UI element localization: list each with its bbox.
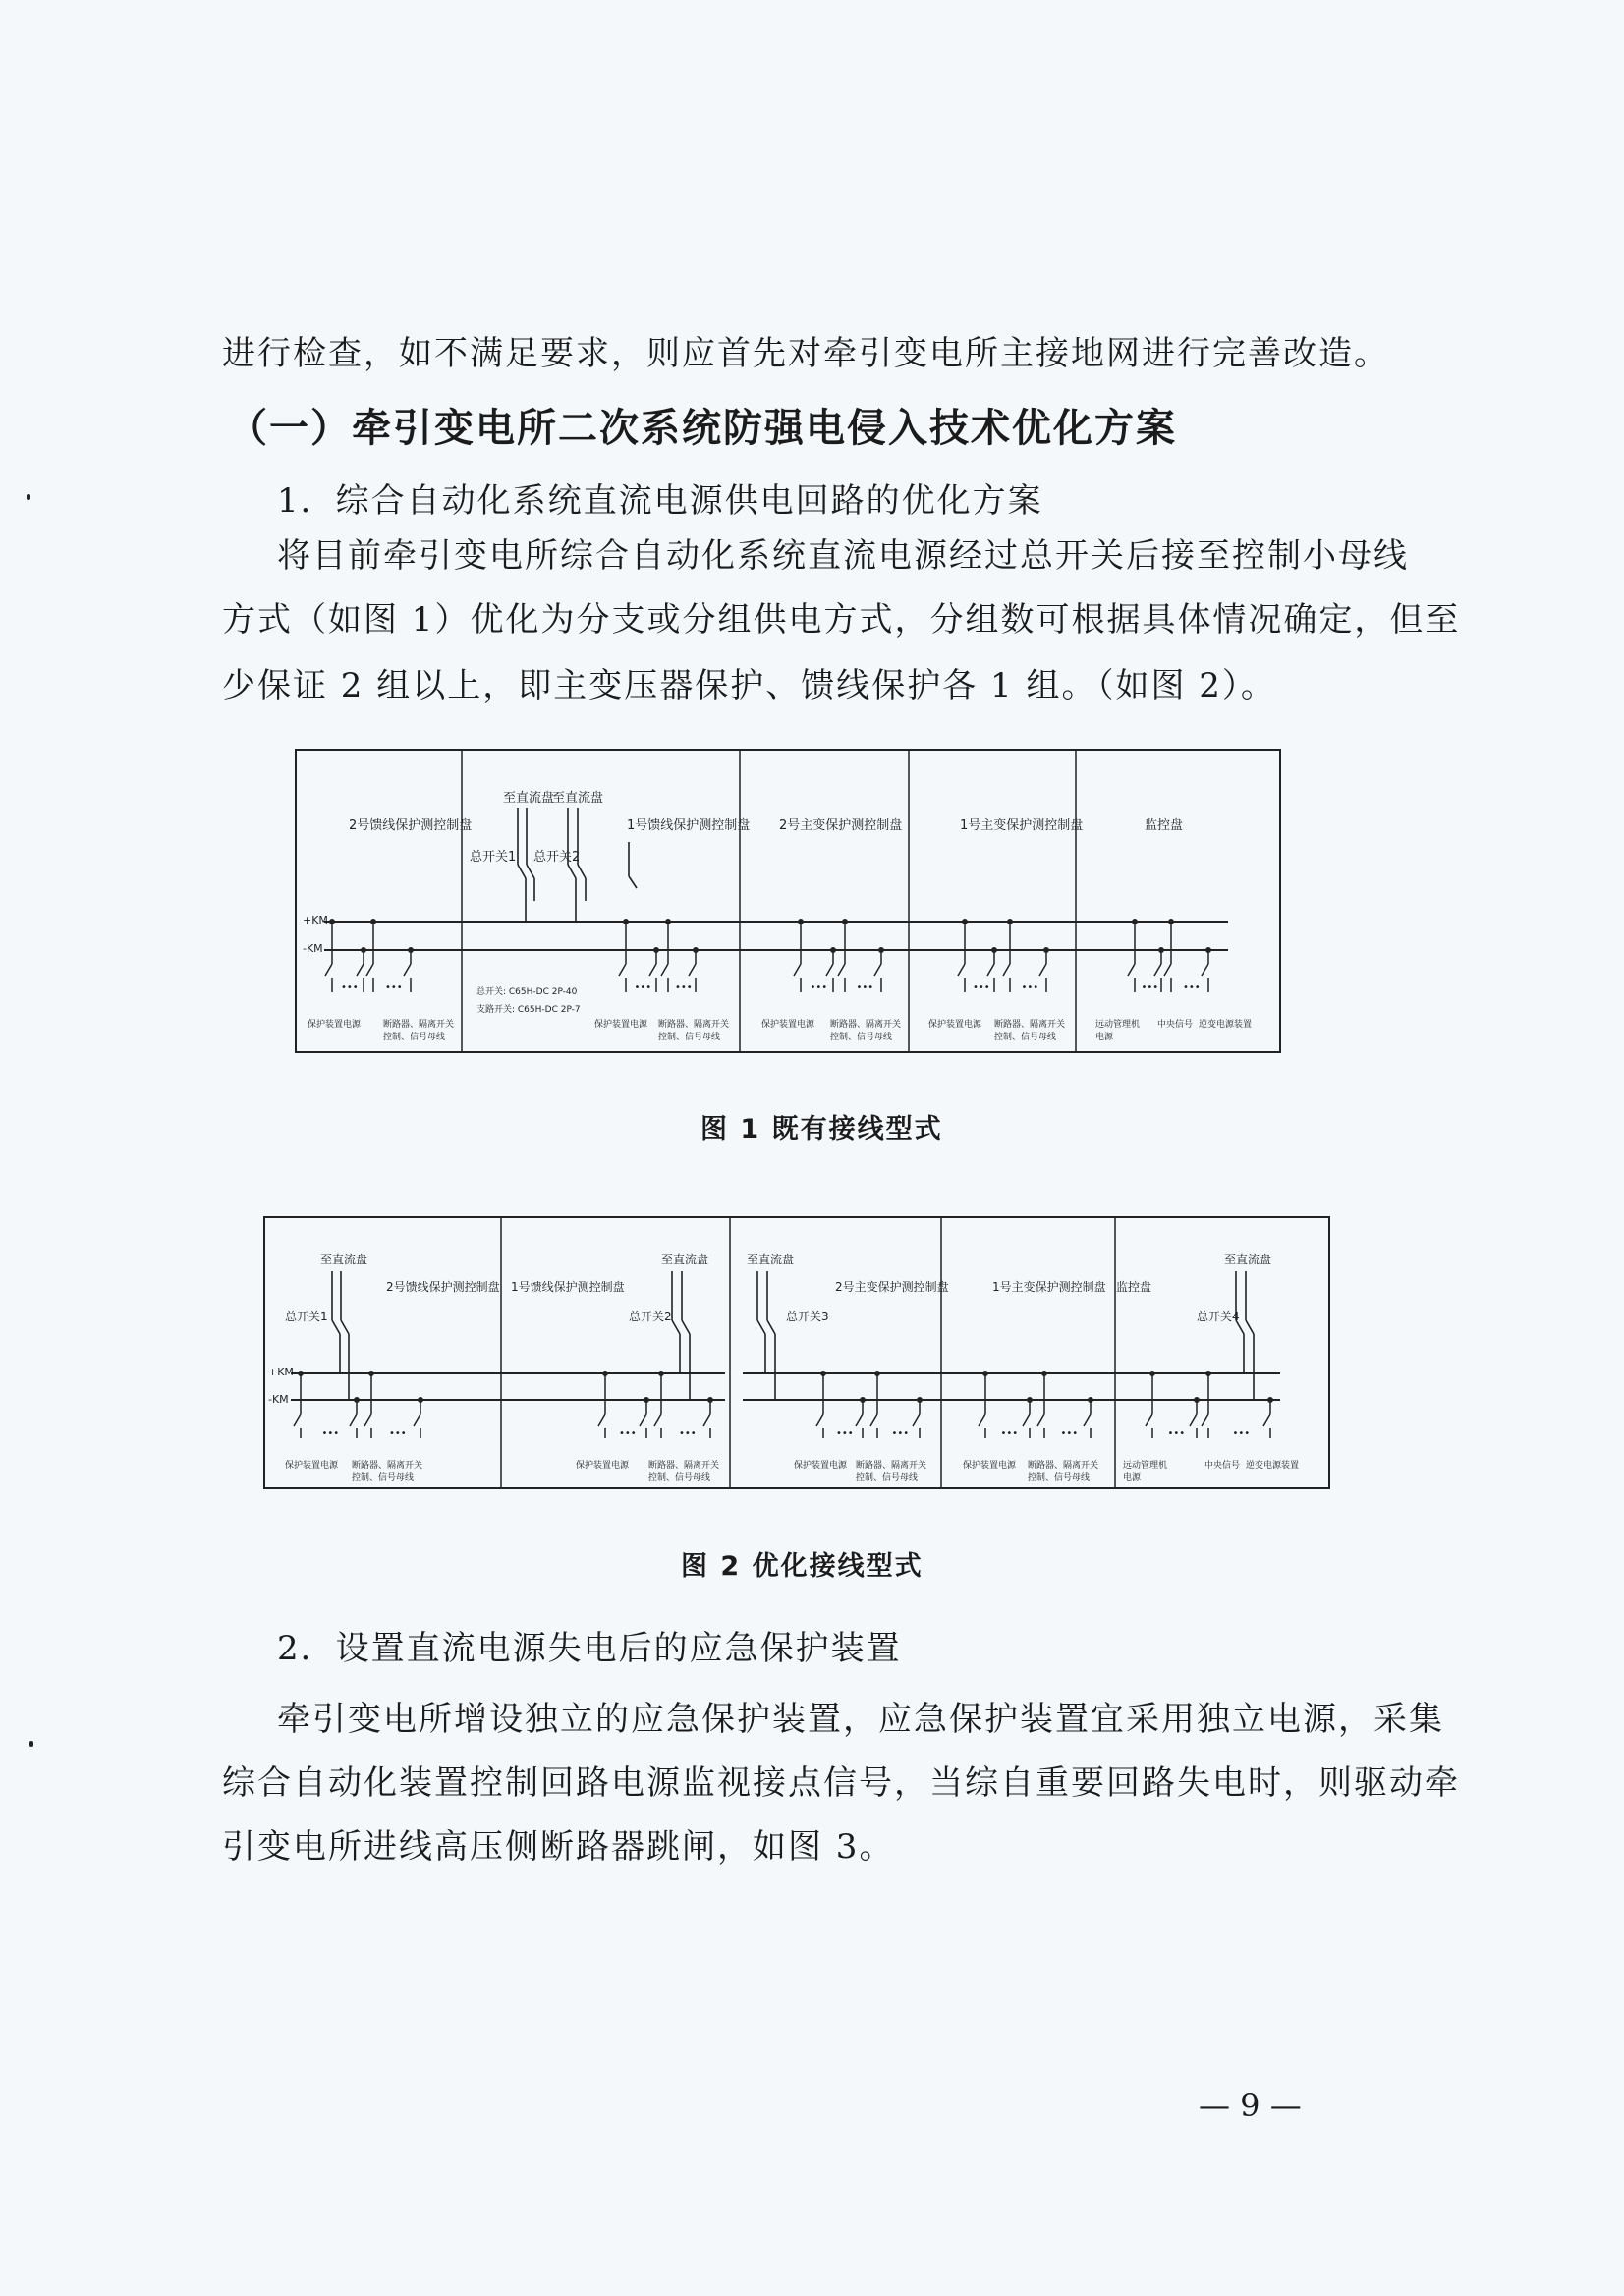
branch-wire [1146,1414,1152,1426]
panel-label: 监控盘 [1145,818,1184,833]
panel-label: 2号主变保护测控制盘 [835,1280,949,1294]
bottom-label: 远动管理机 [1095,1020,1141,1030]
bus-junction [821,1372,825,1375]
bottom-label: 保护装置电源 [963,1461,1017,1471]
bottom-label: 保护装置电源 [285,1461,339,1471]
paragraph-text: 方式（如图 1）优化为分支或分组供电方式，分组数可根据具体情况确定，但至 [222,600,1461,640]
branch-wire [1164,964,1171,976]
to-dc-panel-label: 至直流盘 [1224,1253,1272,1266]
bottom-label: 控制、信号母线 [383,1033,446,1042]
bottom-label: 逆变电源装置 [1199,1020,1253,1030]
bus-junction [831,948,835,952]
branch-wire [870,1414,877,1426]
bus-junction [1042,1372,1046,1375]
bottom-label: 断路器、隔离开关 [352,1461,423,1471]
branch-wire [987,964,994,976]
main-switch-label: 总开关1 [285,1310,328,1323]
bottom-label: 保护装置电源 [576,1461,630,1471]
paragraph-text: 进行检查，如不满足要求，则应首先对牵引变电所主接地网进行完善改造。 [222,334,1389,373]
ellipsis-dots: ••• [389,1428,407,1439]
bottom-label: 保护装置电源 [761,1020,815,1030]
branch-wire [689,964,696,976]
switch-spec-note: 总开关: C65H-DC 2P-40 [476,987,578,997]
branch-wire [1128,964,1135,976]
ellipsis-dots: ••• [891,1428,910,1439]
ellipsis-dots: ••• [1000,1428,1019,1439]
figure-1-diagram [295,749,1281,1053]
bottom-label: 控制、信号母线 [830,1033,893,1042]
ellipsis-dots: ••• [1141,982,1159,993]
main-switch-label: 总开关1 [470,850,517,865]
paragraph-text: 少保证 2 组以上，即主变压器保护、馈线保护各 1 组。（如图 2）。 [222,666,1276,705]
ellipsis-dots [322,1428,1251,1439]
bus-minus-label: -KM [268,1393,289,1406]
bottom-label: 保护装置电源 [928,1020,982,1030]
bottom-label: 保护装置电源 [794,1461,848,1471]
bus-junction [875,1372,879,1375]
panel-label: 1号馈线保护测控制盘 [511,1280,625,1294]
branch-wire [1190,1414,1197,1426]
bus-junction [1169,920,1173,924]
ellipsis-dots: ••• [1232,1428,1251,1439]
bottom-label: 控制、信号母线 [994,1033,1057,1042]
bus-junction [861,1398,865,1402]
bottom-label: 电源 [1095,1033,1114,1042]
branch-wire [414,1414,420,1426]
bus-junction [1206,1372,1210,1375]
paragraph-text: 将目前牵引变电所综合自动化系统直流电源经过总开关后接至控制小母线 [277,536,1409,576]
bottom-label: 中央信号 [1157,1020,1194,1030]
branch-wire [598,1414,605,1426]
branch-wire [1023,1414,1030,1426]
ellipsis-dots: ••• [836,1428,854,1439]
branch-wire [325,964,332,976]
subsection-title: 1．综合自动化系统直流电源供电回路的优化方案 [277,481,1043,521]
bus-junction [299,1372,303,1375]
ellipsis-dots: ••• [1060,1428,1079,1439]
ellipsis-dots: ••• [856,982,874,993]
branch-wire [661,964,668,976]
ellipsis-dots: ••• [1167,1428,1186,1439]
branch-wire [958,964,965,976]
to-dc-panel-label: 至直流盘 [661,1253,709,1266]
to-dc-panel-label: 至直流盘 [552,791,604,806]
to-dc-panel-label: 至直流盘 [320,1253,368,1266]
bus-junction [666,920,670,924]
branch-wire [913,1414,920,1426]
bus-junction [419,1398,422,1402]
main-switch-label: 总开关2 [629,1310,672,1323]
bottom-label: 断路器、隔离开关 [1028,1461,1099,1471]
bottom-label: 断路器、隔离开关 [648,1461,720,1471]
switch-spec-note: 支路开关: C65H-DC 2P-7 [476,1005,581,1015]
bus-junction [1133,920,1137,924]
branch-wire [856,1414,863,1426]
bus-junction [1008,920,1012,924]
branch-wire [1039,964,1046,976]
bottom-label: 控制、信号母线 [1028,1473,1091,1483]
panel-label: 1号主变保护测控制盘 [992,1280,1106,1294]
bus-junction [1044,948,1048,952]
to-dc-panel-label: 至直流盘 [503,791,555,806]
main-switch-label: 总开关4 [1197,1310,1240,1323]
branch-wire [1202,1414,1208,1426]
ellipsis-dots: ••• [341,982,359,993]
main-switch-label: 总开关2 [533,850,581,865]
paragraph-text: 牵引变电所增设独立的应急保护装置，应急保护装置宜采用独立电源，采集 [277,1700,1444,1739]
bus-junction [983,1372,987,1375]
bus-junction [1150,1372,1154,1375]
ellipsis-dots: ••• [1183,982,1201,993]
bus-junction [708,1398,712,1402]
ellipsis-dots: ••• [1021,982,1039,993]
branch-wire [654,1414,661,1426]
branch-wire [1154,964,1161,976]
bus-junction [330,920,334,924]
branch-wire [794,964,801,976]
branch-wire [350,1414,357,1426]
branch-wire [640,1414,646,1426]
bus-junction [1268,1398,1272,1402]
bottom-label: 中央信号 [1204,1461,1241,1471]
bus-junction [409,948,413,952]
ellipsis-dots: ••• [679,1428,697,1439]
panel-label: 2号馈线保护测控制盘 [386,1280,500,1294]
ellipsis-dots: ••• [385,982,403,993]
bus-junction [355,1398,359,1402]
bus-junction [799,920,803,924]
bus-junction [992,948,996,952]
scan-speck [29,1741,33,1747]
figure-2-caption: 图 2 优化接线型式 [681,1551,924,1582]
panel-label: 2号馈线保护测控制盘 [349,818,473,833]
branch-wire [364,1414,371,1426]
branch-wire [816,1414,823,1426]
branch-switches [294,1372,1272,1438]
branch-wire [1263,1414,1270,1426]
panel-label: 监控盘 [1116,1280,1152,1294]
bottom-label: 保护装置电源 [308,1020,362,1030]
figure-2-diagram [263,1216,1330,1489]
bus-junction [644,1398,648,1402]
section-heading: （一）牵引变电所二次系统防强电侵入技术优化方案 [228,406,1177,451]
main-switch-label: 总开关3 [786,1310,829,1323]
bottom-label: 逆变电源装置 [1246,1461,1300,1471]
bus-junction [1028,1398,1032,1402]
bus-junction [1195,1398,1199,1402]
branch-wire [1003,964,1010,976]
branch-wire [366,964,373,976]
bottom-label: 控制、信号母线 [856,1473,919,1483]
branch-wire [1202,964,1208,976]
bus-plus-label: +KM [303,914,328,926]
bottom-label: 控制、信号母线 [658,1033,721,1042]
bus-junction [624,920,628,924]
branch-wire [874,964,881,976]
ellipsis-dots: ••• [619,1428,637,1439]
branch-wire [826,964,833,976]
branch-wire [357,964,364,976]
bottom-label: 电源 [1123,1473,1142,1483]
panel-label: 1号主变保护测控制盘 [960,818,1084,833]
bus-junction [963,920,967,924]
bus-junction [1206,948,1210,952]
branch-wire [1084,1414,1091,1426]
bus-junction [362,948,365,952]
panel-label: 1号馈线保护测控制盘 [627,818,751,833]
bottom-label: 断路器、隔离开关 [383,1020,455,1030]
bus-junction [371,920,375,924]
ellipsis-dots [341,982,1201,993]
bus-junction [369,1372,373,1375]
bus-junction [918,1398,922,1402]
bus-minus-label: -KM [303,942,323,955]
scan-speck [27,494,30,500]
figure-1-caption: 图 1 既有接线型式 [700,1114,943,1145]
bottom-label: 断路器、隔离开关 [830,1020,902,1030]
ellipsis-dots: ••• [973,982,990,993]
page-number: — 9 — [1199,2087,1302,2124]
subsection-title: 2．设置直流电源失电后的应急保护装置 [277,1629,902,1668]
bus-junction [659,1372,663,1375]
bottom-label: 断路器、隔离开关 [658,1020,730,1030]
bus-junction [1159,948,1163,952]
bottom-label: 控制、信号母线 [352,1473,415,1483]
bottom-label: 控制、信号母线 [648,1473,711,1483]
bottom-label: 远动管理机 [1123,1461,1168,1471]
bottom-label: 保护装置电源 [594,1020,648,1030]
ellipsis-dots: ••• [321,1428,340,1439]
bus-junction [654,948,658,952]
panel-label: 2号主变保护测控制盘 [779,818,903,833]
bottom-label: 断路器、隔离开关 [994,1020,1066,1030]
bottom-label: 断路器、隔离开关 [856,1461,927,1471]
paragraph-text: 引变电所进线高压侧断路器跳闸，如图 3。 [222,1827,895,1867]
branch-wire [404,964,411,976]
branch-wire [838,964,845,976]
ellipsis-dots: ••• [675,982,693,993]
bus-junction [603,1372,607,1375]
bus-junction [694,948,698,952]
paragraph-text: 综合自动化装置控制回路电源监视接点信号，当综自重要回路失电时，则驱动牵 [222,1764,1460,1803]
branch-wire [619,964,626,976]
branch-wire [979,1414,985,1426]
bus-junction [1089,1398,1092,1402]
bus-plus-label: +KM [268,1366,294,1378]
ellipsis-dots: ••• [810,982,828,993]
bus-junction [843,920,847,924]
bus-junction [879,948,883,952]
branch-wire [703,1414,710,1426]
branch-switches [325,920,1210,992]
branch-wire [294,1414,301,1426]
branch-wire [649,964,656,976]
branch-wire [1037,1414,1044,1426]
to-dc-panel-label: 至直流盘 [747,1253,795,1266]
ellipsis-dots: ••• [634,982,652,993]
